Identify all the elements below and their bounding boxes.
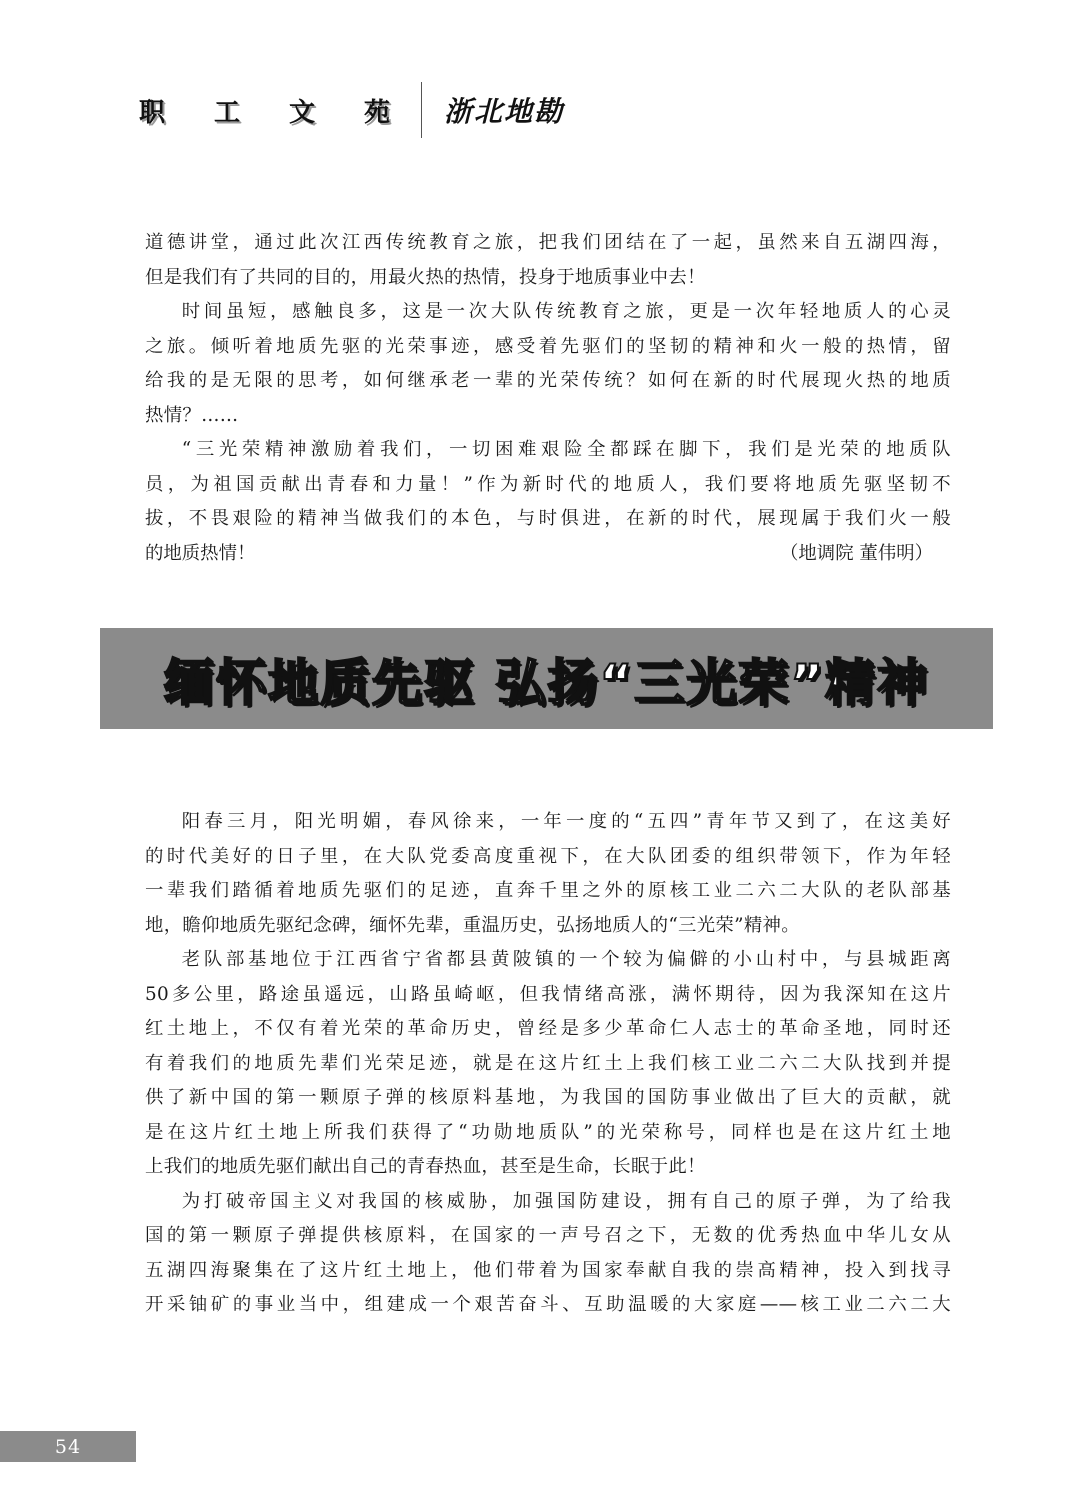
text-line: 之旅。倾听着地质先驱的光荣事迹，感受着先驱们的坚韧的精神和火一般的热情，留 xyxy=(145,335,951,357)
text-line: 是在这片红土地上所我们获得了“功勋地质队”的光荣称号，同样也是在这片红土地 xyxy=(145,1121,951,1143)
text-line: 地，瞻仰地质先驱纪念碑，缅怀先辈，重温历史，弘扬地质人的“三光荣”精神。 xyxy=(145,914,800,936)
column-name-char: 职 xyxy=(138,97,165,128)
article-2-body xyxy=(145,805,951,1323)
text-line: 给我的是无限的思考，如何继承老一辈的光荣传统？如何在新的时代展现火热的地质 xyxy=(145,370,951,391)
text-line: 供了新中国的第一颗原子弹的核原料基地，为我国的国防事业做出了巨大的贡献，就 xyxy=(145,1087,951,1108)
text-line: 道德讲堂，通过此次江西传统教育之旅，把我们团结在了一起，虽然来自五湖四海， xyxy=(145,232,951,253)
text-line: 一辈我们踏循着地质先驱们的足迹，直奔千里之外的原核工业二六二大队的老队部基 xyxy=(145,880,951,901)
text-line: 有着我们的地质先辈们光荣足迹，就是在这片红土上我们核工业二六二大队找到并提 xyxy=(145,1052,951,1074)
article-1-body xyxy=(145,226,951,571)
text-line: 老队部基地位于江西省宁省都县黄陂镇的一个较为偏僻的小山村中，与县城距离 xyxy=(181,949,951,970)
text-line: 国的第一颗原子弹提供核原料，在国家的一声号召之下，无数的优秀热血中华儿女从 xyxy=(145,1225,951,1246)
article-title: 缅怀地质先驱 弘扬“三光荣”精神 xyxy=(163,653,930,712)
header-divider xyxy=(421,82,422,138)
text-line: 上我们的地质先驱们献出自己的青春热血，甚至是生命，长眠于此！ xyxy=(145,1156,706,1177)
column-name-char: 苑 xyxy=(363,97,390,128)
text-line: 为打破帝国主义对我国的核威胁，加强国防建设，拥有自己的原子弹，为了给我 xyxy=(181,1190,951,1212)
text-line: 五湖四海聚集在了这片红土地上，他们带着为国家奉献自我的崇高精神，投入到找寻 xyxy=(145,1259,951,1281)
article-title-banner xyxy=(100,628,993,729)
text-line: 的时代美好的日子里，在大队党委高度重视下，在大队团委的组织带领下，作为年轻 xyxy=(145,845,951,867)
text-line: 红土地上，不仅有着光荣的革命历史，曾经是多少革命仁人志士的革命圣地，同时还 xyxy=(145,1018,951,1039)
text-line: 阳春三月，阳光明媚，春风徐来，一年一度的“五四”青年节又到了，在这美好 xyxy=(181,811,951,832)
text-line: 拔，不畏艰险的精神当做我们的本色，与时俱进，在新的时代，展现属于我们火一般 xyxy=(145,508,951,529)
text-line: 50多公里，路途虽遥远，山路虽崎岖，但我情绪高涨，满怀期待，因为我深知在这片 xyxy=(145,983,951,1005)
closing-line xyxy=(145,537,951,572)
text-line: “三光荣精神激励着我们，一切困难艰险全都踩在脚下，我们是光荣的地质队 xyxy=(181,439,951,460)
page-number: 54 xyxy=(54,1435,82,1458)
text-line: 开采铀矿的事业当中，组建成一个艰苦奋斗、互助温暖的大家庭——核工业二六二大 xyxy=(145,1294,951,1315)
text-line: 时间虽短，感触良多，这是一次大队传统教育之旅，更是一次年轻地质人的心灵 xyxy=(181,301,951,322)
column-header xyxy=(128,82,564,138)
text-line: 但是我们有了共同的目的，用最火热的热情，投身于地质事业中去！ xyxy=(145,266,706,288)
page-number-bar xyxy=(0,1431,136,1462)
column-name-char: 文 xyxy=(288,97,315,128)
author-signature: （地调院 董伟明） xyxy=(780,542,933,564)
text-line: 的地质热情！ xyxy=(145,542,256,564)
text-line: 热情？…… xyxy=(145,404,239,426)
text-line: 员，为祖国贡献出青春和力量！”作为新时代的地质人，我们要将地质先驱坚韧不 xyxy=(145,473,951,495)
magazine-brand: 浙北地勘 xyxy=(444,95,565,128)
column-name-char: 工 xyxy=(213,97,240,128)
